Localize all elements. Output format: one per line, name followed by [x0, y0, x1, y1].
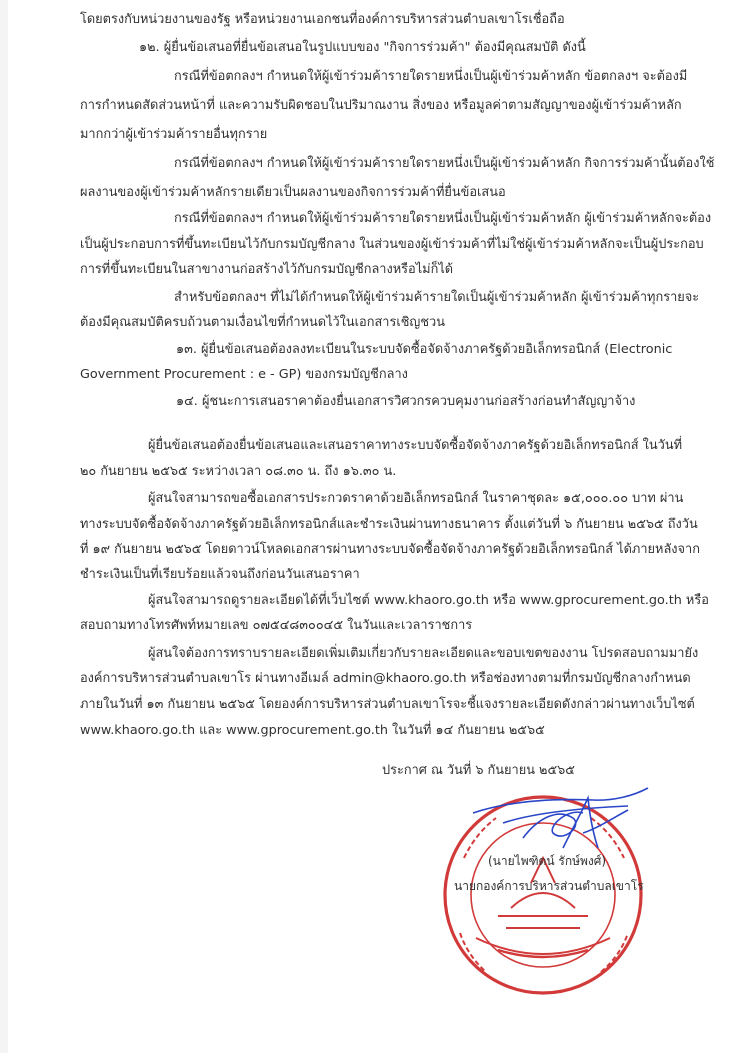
text-line: ทางระบบจัดซื้อจัดจ้างภาครัฐด้วยอิเล็กทรอนิกส์และชำระเงินผ่านทางธนาคาร ตั้งแต่วันที่ ๖ กันยายน ๒๕๖๕ ถึงวัน	[80, 517, 698, 532]
signer-name: (นายไพฑิตน์ รักษ์พงศ์)	[488, 854, 607, 868]
text-line: ภายในวันที่ ๑๓ กันยายน ๒๕๖๕ โดยองค์การบริหารส่วนตำบลเขาโรจะชี้แจงรายละเอียดดังกล่าวผ่านทางเว็บไซต์	[80, 697, 695, 712]
text-line: องค์การบริหารส่วนตำบลเขาโร ผ่านทางอีเมล์ admin@khaoro.go.th หรือช่องทางตามที่กรมบัญชีกลางกำหนด	[80, 671, 691, 686]
text-line: เป็นผู้ประกอบการที่ขึ้นทะเบียนไว้กับกรมบัญชีกลาง ในส่วนของผู้เข้าร่วมค้าที่ไม่ใช่ผู้เข้าร่วมค้าหลักจะเป็นผู้ประกอบ	[80, 237, 704, 252]
text-line: ผู้สนใจสามารถขอซื้อเอกสารประกวดราคาด้วยอิเล็กทรอนิกส์ ในราคาชุดละ ๑๕,๐๐๐.๐๐ บาท ผ่าน	[148, 491, 684, 506]
announce-date: ประกาศ ณ วันที่ ๖ กันยายน ๒๕๖๕	[382, 763, 575, 778]
text-line: กรณีที่ข้อตกลงฯ กำหนดให้ผู้เข้าร่วมค้ารายใดรายหนึ่งเป็นผู้เข้าร่วมค้าหลัก ผู้เข้าร่วมค้าหลักจะต้อง	[174, 211, 712, 226]
text-line: Government Procurement : e - GP) ของกรมบัญชีกลาง	[80, 367, 408, 382]
text-line: ๒๐ กันยายน ๒๕๖๕ ระหว่างเวลา ๐๘.๓๐ น. ถึง ๑๖.๓๐ น.	[80, 464, 397, 479]
text-line: สอบถามทางโทรศัพท์หมายเลข ๐๗๕๔๘๓๐๐๔๕ ในวันและเวลาราชการ	[80, 618, 473, 633]
text-line: กรณีที่ข้อตกลงฯ กำหนดให้ผู้เข้าร่วมค้ารายใดรายหนึ่งเป็นผู้เข้าร่วมค้าหลัก ข้อตกลงฯ จะต้องมี	[174, 69, 688, 84]
signer-title: นายกองค์การบริหารส่วนตำบลเขาโร	[454, 879, 644, 893]
section-heading-14: ๑๔. ผู้ชนะการเสนอราคาต้องยื่นเอกสารวิศวกรควบคุมงานก่อสร้างก่อนทำสัญญาจ้าง	[176, 394, 636, 409]
text-line: ชำระเงินเป็นที่เรียบร้อยแล้วจนถึงก่อนวันเสนอราคา	[80, 567, 360, 582]
section-heading-13: ๑๓. ผู้ยื่นข้อเสนอต้องลงทะเบียนในระบบจัดซื้อจัดจ้างภาครัฐด้วยอิเล็กทรอนิกส์ (Electronic	[176, 342, 673, 357]
text-line: มากกว่าผู้เข้าร่วมค้ารายอื่นทุกราย	[80, 127, 268, 142]
text-line: สำหรับข้อตกลงฯ ที่ไม่ได้กำหนดให้ผู้เข้าร่วมค้ารายใดเป็นผู้เข้าร่วมค้าหลัก ผู้เข้าร่วมค้าทุกรายจะ	[174, 290, 700, 305]
document-page	[8, 0, 750, 1053]
text-line: ผลงานของผู้เข้าร่วมค้าหลักรายเดียวเป็นผลงานของกิจการร่วมค้าที่ยื่นข้อเสนอ	[80, 185, 506, 200]
text-line: www.khaoro.go.th และ www.gprocurement.go.th ในวันที่ ๑๔ กันยายน ๒๕๖๕	[80, 723, 545, 738]
text-line: ผู้สนใจสามารถดูรายละเอียดได้ที่เว็บไซต์ www.khaoro.go.th หรือ www.gprocurement.go.th หรือ	[148, 593, 709, 608]
section-heading-12: ๑๒. ผู้ยื่นข้อเสนอที่ยื่นข้อเสนอในรูปแบบของ "กิจการร่วมค้า" ต้องมีคุณสมบัติ ดังนี้	[139, 40, 586, 55]
text-line: การที่ขึ้นทะเบียนในสาขางานก่อสร้างไว้กับกรมบัญชีกลางหรือไม่ก็ได้	[80, 262, 454, 277]
text-line: ผู้สนใจต้องการทราบรายละเอียดเพิ่มเติมเกี่ยวกับรายละเอียดและขอบเขตของงาน โปรดสอบถามมายัง	[148, 646, 699, 661]
text-line: การกำหนดสัดส่วนหน้าที่ และความรับผิดชอบในปริมาณงาน สิ่งของ หรือมูลค่าตามสัญญาของผู้เข้าร่วมค้าหลัก	[80, 98, 682, 113]
text-line: ต้องมีคุณสมบัติครบถ้วนตามเงื่อนไขที่กำหนดไว้ในเอกสารเชิญชวน	[80, 315, 445, 330]
text-line: ผู้ยื่นข้อเสนอต้องยื่นข้อเสนอและเสนอราคาทางระบบจัดซื้อจัดจ้างภาครัฐด้วยอิเล็กทรอนิกส์ ในวันที่	[148, 438, 683, 453]
text-line: ที่ ๑๙ กันยายน ๒๕๖๕ โดยดาวน์โหลดเอกสารผ่านทางระบบจัดซื้อจัดจ้างภาครัฐด้วยอิเล็กทรอนิกส์ ได้ภายหลังจาก	[80, 542, 700, 557]
text-line: กรณีที่ข้อตกลงฯ กำหนดให้ผู้เข้าร่วมค้ารายใดรายหนึ่งเป็นผู้เข้าร่วมค้าหลัก กิจการร่วมค้านั้นต้องใช้	[174, 156, 715, 171]
text-line: โดยตรงกับหน่วยงานของรัฐ หรือหน่วยงานเอกชนที่องค์การบริหารส่วนตำบลเขาโรเชื่อถือ	[80, 12, 565, 27]
